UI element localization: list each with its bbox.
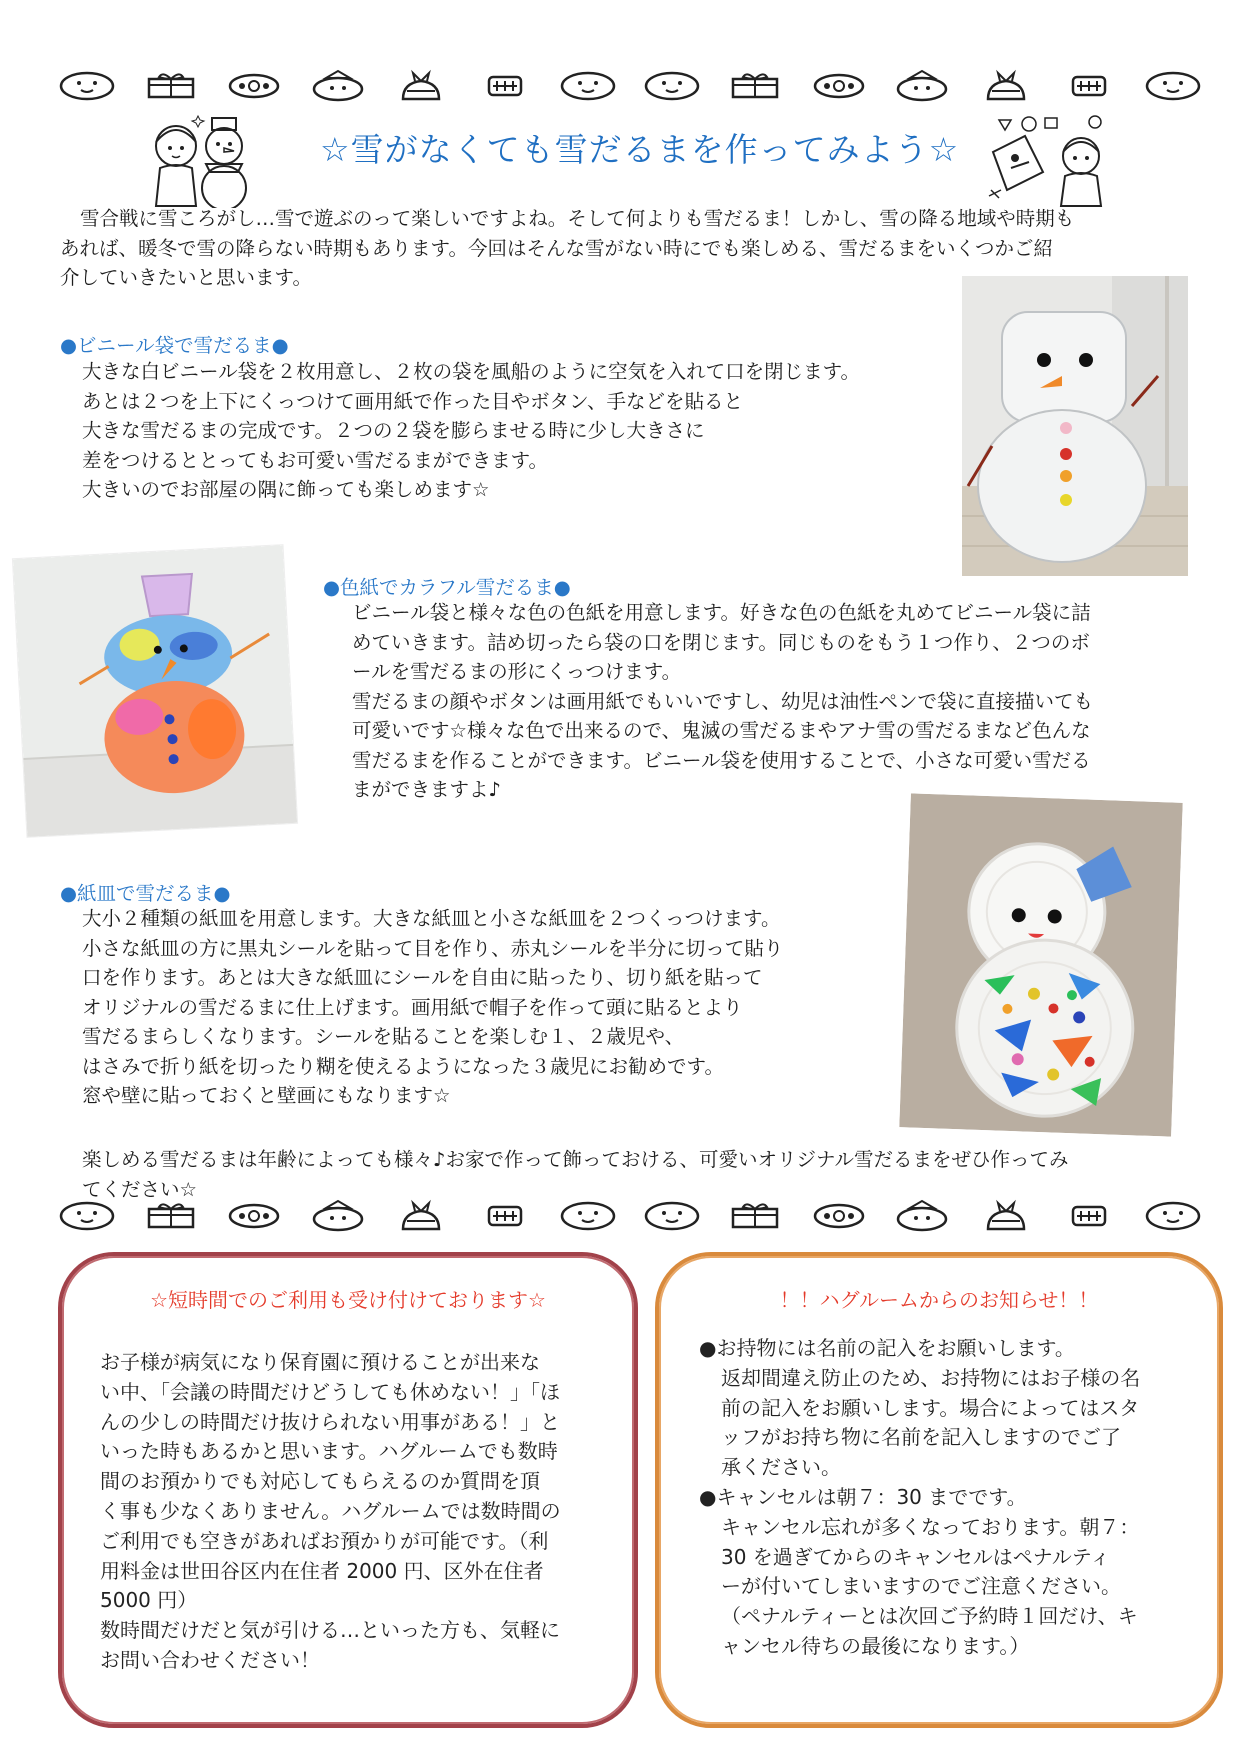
gift-box-icon <box>723 69 787 103</box>
notice-item-text: キャンセル忘れが多くなっております。朝７： 30 を過ぎてからのキャンセルはペナルティ ーが付いてしまいますのでご注意ください。 （ペナルティーとは次回ご予約時１回だけ、キ ャンセル待ちの最後になります。） <box>721 1514 1140 1658</box>
snowman-hat-icon <box>306 69 370 103</box>
snowman-face-icon <box>55 69 119 103</box>
snowman-face-icon <box>556 1199 620 1233</box>
gift-box-icon <box>139 69 203 103</box>
notice-item-head: ●キャンセルは朝７：30 までです。 <box>699 1485 1027 1509</box>
snowman-hat-icon <box>306 1199 370 1233</box>
snowman-face-icon <box>55 1199 119 1233</box>
flower-icon <box>807 1199 871 1233</box>
gift-box-icon <box>723 1199 787 1233</box>
child-snowman-clipart <box>140 112 260 208</box>
snowflake-icon <box>1057 1199 1121 1233</box>
mitten-bow-icon <box>389 1199 453 1233</box>
mitten-bow-icon <box>974 1199 1038 1233</box>
gift-box-icon <box>139 1199 203 1233</box>
page-title: ☆雪がなくても雪だるまを作ってみよう☆ <box>320 130 960 169</box>
mitten-bow-icon <box>974 69 1038 103</box>
section-heading-colored-paper: ●色紙でカラフル雪だるま● <box>323 576 571 599</box>
flower-icon <box>222 69 286 103</box>
decoration-row-bottom <box>55 1196 1205 1236</box>
notice-item-head: ●お持物には名前の記入をお願いします。 <box>699 1336 1075 1360</box>
snowman-face-icon <box>556 69 620 103</box>
notice-item-cancel <box>699 1483 1199 1662</box>
section-heading-vinyl-bag: ●ビニール袋で雪だるま● <box>60 334 289 357</box>
closing-paragraph: 楽しめる雪だるまは年齢によっても様々♪お家で作って飾っておける、可愛いオリジナル雪だるまをぜひ作ってみ てください☆ <box>82 1148 1069 1201</box>
section-body-paper-plate: 大小２種類の紙皿を用意します。大きな紙皿と小さな紙皿を２つくっつけます。 小さな紙皿の方に黒丸シールを貼って目を作り、赤丸シールを半分に切って貼り 口を作ります。あとは大きな紙皿にシールを自由に貼ったり、切り紙を貼って オリジナルの雪だるまに仕上げます。画用紙で帽子を作って頭に貼るとより 雪だるまらしくなります。シールを貼ることを楽しむ１、２歳児や、 はさみで折り紙を切ったり糊を使えるようになった３歳児にお勧めです。 窓や壁に貼っておくと壁画にもなります☆ <box>82 907 784 1107</box>
short-time-service-box <box>58 1252 638 1728</box>
intro-paragraph: 雪合戦に雪ころがし…雪で遊ぶのって楽しいですよね。そして何よりも雪だるま！しかし、雪の降る地域や時期も あれば、暖冬で雪の降らない時期もあります。今回はそんな雪がない時にでも楽しめる、雪だるまをいくつかご紹 介していきたいと思います。 <box>60 207 1075 289</box>
snowman-face-icon <box>640 1199 704 1233</box>
snowman-hat-icon <box>890 1199 954 1233</box>
notice-title: ！！ハグルームからのお知らせ！！ <box>779 1288 1099 1312</box>
snowman-face-icon <box>640 69 704 103</box>
flower-icon <box>807 69 871 103</box>
photo-paper-plate-snowman <box>899 793 1182 1136</box>
snowflake-icon <box>473 1199 537 1233</box>
short-time-service-title: ☆短時間でのご利用も受け付けております☆ <box>150 1288 546 1312</box>
snowman-hat-icon <box>890 69 954 103</box>
notice-box <box>655 1252 1223 1728</box>
decoration-row-top <box>55 66 1205 106</box>
snowman-face-icon <box>1141 69 1205 103</box>
section-body-colored-paper: ビニール袋と様々な色の色紙を用意します。好きな色の色紙を丸めてビニール袋に詰 めていきます。詰め切ったら袋の口を閉じます。同じものをもう１つ作り、２つのボ ールを雪だるまの形にくっつけます。 雪だるまの顔やボタンは画用紙でもいいですし、幼児は油性ペンで袋に直接描いても 可愛いです☆様々な色で出来るので、鬼滅の雪だるまやアナ雪の雪だるまなど色んな 雪だるまを作ることができます。ビニール袋を使用することで、小さな可愛い雪だる まができますよ♪ <box>352 601 1094 801</box>
notice-item-name-label <box>699 1334 1199 1483</box>
mitten-bow-icon <box>389 69 453 103</box>
snowman-face-icon <box>1141 1199 1205 1233</box>
flower-icon <box>222 1199 286 1233</box>
photo-vinyl-bag-snowman <box>962 276 1188 576</box>
snowflake-icon <box>473 69 537 103</box>
section-heading-paper-plate: ●紙皿で雪だるま● <box>60 882 231 905</box>
photo-colorful-snowman <box>13 545 297 837</box>
craft-child-clipart <box>985 112 1113 208</box>
section-body-vinyl-bag: 大きな白ビニール袋を２枚用意し、２枚の袋を風船のように空気を入れて口を閉じます。 あとは２つを上下にくっつけて画用紙で作った目やボタン、手などを貼ると 大きな雪だるまの完成です。２つの２袋を膨らませる時に少し大きさに 差をつけるととってもお可愛い雪だるまができます。 大きいのでお部屋の隅に飾っても楽しめます☆ <box>82 360 861 501</box>
short-time-service-body: お子様が病気になり保育園に預けることが出来な い中、「会議の時間だけどうしても休めない！」「ほ んの少しの時間だけ抜けられない用事がある！」と いった時もあるかと思います。ハグルームでも数時 間のお預かりでも対応してもらえるのか質問を頂 く事も少なくありません。ハグルームでは数時間の ご利用でも空きがあればお預かりが可能です。（利 用料金は世田谷区内在住者 2000 円、区外在住者 5000 円） 数時間だけだと気が引ける…といった方も、気軽に お問い合わせください！ <box>100 1350 561 1672</box>
snowflake-icon <box>1057 69 1121 103</box>
notice-item-text: 返却間違え防止のため、お持物にはお子様の名 前の記入をお願いします。場合によってはスタ ッフがお持ち物に名前を記入しますのでご了 承ください。 <box>721 1365 1141 1480</box>
